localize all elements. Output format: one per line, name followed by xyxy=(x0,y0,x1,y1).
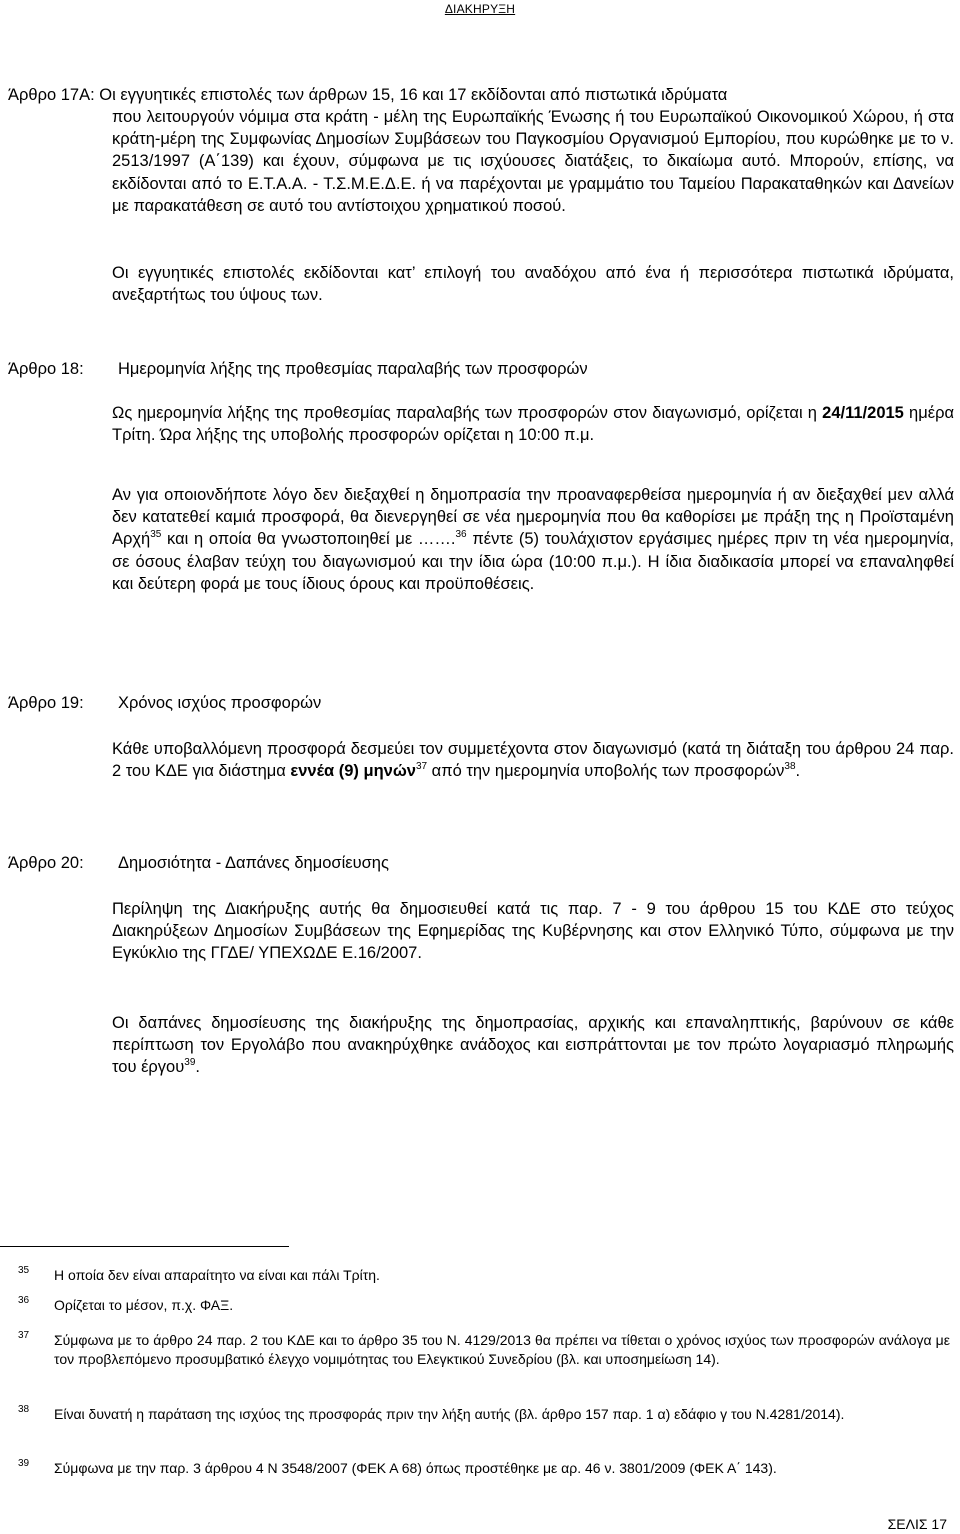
footnote-separator xyxy=(0,1246,289,1247)
footnote-36 xyxy=(18,1295,950,1315)
art18-title: Ημερομηνία λήξης της προθεσμίας παραλαβής των προσφορών xyxy=(118,360,588,378)
footnote-37 xyxy=(18,1330,950,1369)
footnote-number: 36 xyxy=(18,1295,30,1306)
footnote-number: 35 xyxy=(18,1265,30,1276)
art17a-paragraph-2: Οι εγγυητικές επιστολές εκδίδονται κατ’ επιλογή του αναδόχου από ένα ή περισσότερα πιστωτικά ιδρύματα, ανεξαρτήτως του ύψους των. xyxy=(112,264,954,305)
art19-label: Άρθρο 19: xyxy=(8,694,84,712)
footnote-text: Είναι δυνατή η παράταση της ισχύος της προσφοράς πριν την λήξη αυτής (βλ. άρθρο 157 παρ. 1 α) εδάφιο γ του Ν.4281/2014). xyxy=(54,1406,845,1422)
page-number: ΣΕΛΙΣ 17 xyxy=(887,1516,947,1532)
art19-title: Χρόνος ισχύος προσφορών xyxy=(118,694,322,712)
art18-deadline-date: 24/11/2015 xyxy=(822,404,904,422)
art18-paragraph-2: Αν για οποιονδήποτε λόγο δεν διεξαχθεί η δημοπρασία την προαναφερθείσα ημερομηνία ή αν διεξαχθεί μεν αλλά δεν κατατεθεί καμιά προσφορά, θα διενεργηθεί σε νέα ημερομηνία που θα καθορίσει με πράξη της η Προϊσταμένη Αρχή$^{35}$ και η οποία θα γνωστοποιηθεί με …….$^{36}$ πέντε (5) τουλάχιστον εργάσιμες ημέρες πριν τη νέα ημερομηνία, σε όσους έλαβαν τεύχη του διαγωνισμού και την ίδια ώρα (10:00 π.μ.). Η ίδια διαδικασία μπορεί να επαναληφθεί και δεύτερη φορά με τους ίδιους όρους και προϋποθέσεις. xyxy=(112,486,954,593)
art20-title: Δημοσιότητα - Δαπάνες δημοσίευσης xyxy=(118,854,389,872)
art18-label: Άρθρο 18: xyxy=(8,360,84,378)
art19-paragraph-1: Κάθε υποβαλλόμενη προσφορά δεσμεύει τον συμμετέχοντα στον διαγωνισμό (κατά τη διάταξη του άρθρου 24 παρ. 2 του ΚΔΕ για διάστημα εννέα (9) μηνών$^{37}$ από την ημερομηνία υποβολής των προσφορών$^{38}$. xyxy=(112,740,954,781)
footnote-39 xyxy=(18,1458,950,1478)
art20-paragraph-1: Περίληψη της Διακήρυξης αυτής θα δημοσιευθεί κατά τις παρ. 7 - 9 του άρθρου 15 του ΚΔΕ στο τεύχος Διακηρύξεων Δημοσίων Συμβάσεων της Εφημερίδας της Κυβέρνησης και στον Ελληνικό Τύπο, σύμφωνα με την Εγκύκλιο της ΓΓΔΕ/ ΥΠΕΧΩΔΕ Ε.16/2007. xyxy=(112,900,954,963)
footnote-ref-38[interactable]: 38 xyxy=(784,761,796,773)
footnote-number: 39 xyxy=(18,1458,30,1469)
footnote-ref-36[interactable]: 36 xyxy=(455,529,467,541)
footnote-35 xyxy=(18,1265,950,1285)
art17a-paragraph-1: που λειτουργούν νόμιμα στα κράτη - μέλη της Ευρωπαϊκής Ένωσης ή του Ευρωπαϊκού Οικονομικού Χώρου, ή στα κράτη-μέρη της Συμφωνίας Δημοσίων Συμβάσεων του Παγκοσμίου Οργανισμού Εμπορίου, που κυρώθηκε με το ν. 2513/1997 (Α΄139) και έχουν, σύμφωνα με τις ισχύουσες διατάξεις, το δικαίωμα αυτό. Μπορούν, επίσης, να εκδίδονται από το Ε.Τ.Α.Α. - Τ.Σ.Μ.Ε.Δ.Ε. ή να παρέχονται με γραμμάτιο του Ταμείου Παρακαταθηκών και Δανείων με παρακατάθεση σε αυτό του αντίστοιχου χρηματικού ποσού. xyxy=(112,108,954,215)
art19-duration: εννέα (9) μηνών xyxy=(290,762,416,781)
footnote-text: Ορίζεται το μέσον, π.χ. ΦΑΞ. xyxy=(54,1297,234,1313)
art20-label: Άρθρο 20: xyxy=(8,854,84,872)
art18-paragraph-1: Ως ημερομηνία λήξης της προθεσμίας παραλαβής των προσφορών στον διαγωνισμό, ορίζεται η 24/11/2015 ημέρα Τρίτη. Ώρα λήξης της υποβολής προσφορών ορίζεται η 10:00 π.μ. xyxy=(112,404,954,445)
footnote-ref-35[interactable]: 35 xyxy=(150,529,162,541)
art17a-first-line: Άρθρο 17Α: Οι εγγυητικές επιστολές των άρθρων 15, 16 και 17 εκδίδονται από πιστωτικά ιδρύματα xyxy=(8,86,728,104)
footnote-number: 38 xyxy=(18,1404,30,1415)
footnote-text: Η οποία δεν είναι απαραίτητο να είναι και πάλι Τρίτη. xyxy=(54,1267,380,1283)
footnote-text: Σύμφωνα με την παρ. 3 άρθρου 4 Ν 3548/2007 (ΦΕΚ Α 68) όπως προστέθηκε με αρ. 46 ν. 3801/2009 (ΦΕΚ Α΄ 143). xyxy=(54,1460,777,1476)
footnote-38 xyxy=(18,1404,950,1424)
footnote-number: 37 xyxy=(18,1330,30,1341)
footnote-text: Σύμφωνα με το άρθρο 24 παρ. 2 του ΚΔΕ και το άρθρο 35 του Ν. 4129/2013 θα πρέπει να τίθεται ο χρόνος ισχύος των προσφορών ανάλογα με τον προβλεπόμενο προσυμβατικό έλεγχο νομιμότητας του Ελεγκτικού Συνεδρίου (βλ. και υποσημείωση 14). xyxy=(54,1332,950,1367)
art20-paragraph-2: Οι δαπάνες δημοσίευσης της διακήρυξης της δημοπρασίας, αρχικής και επαναληπτικής, βαρύνουν σε κάθε περίπτωση τον Εργολάβο που ανακηρύχθηκε ανάδοχος και εισπράττονται με τον πρώτο λογαριασμό πληρωμής του έργου$^{39}$. xyxy=(112,1014,954,1077)
page-header-title: ΔΙΑΚΗΡΥΞΗ xyxy=(444,2,516,16)
footnote-ref-39[interactable]: 39 xyxy=(184,1057,196,1069)
footnote-ref-37[interactable]: 37 xyxy=(415,761,428,773)
